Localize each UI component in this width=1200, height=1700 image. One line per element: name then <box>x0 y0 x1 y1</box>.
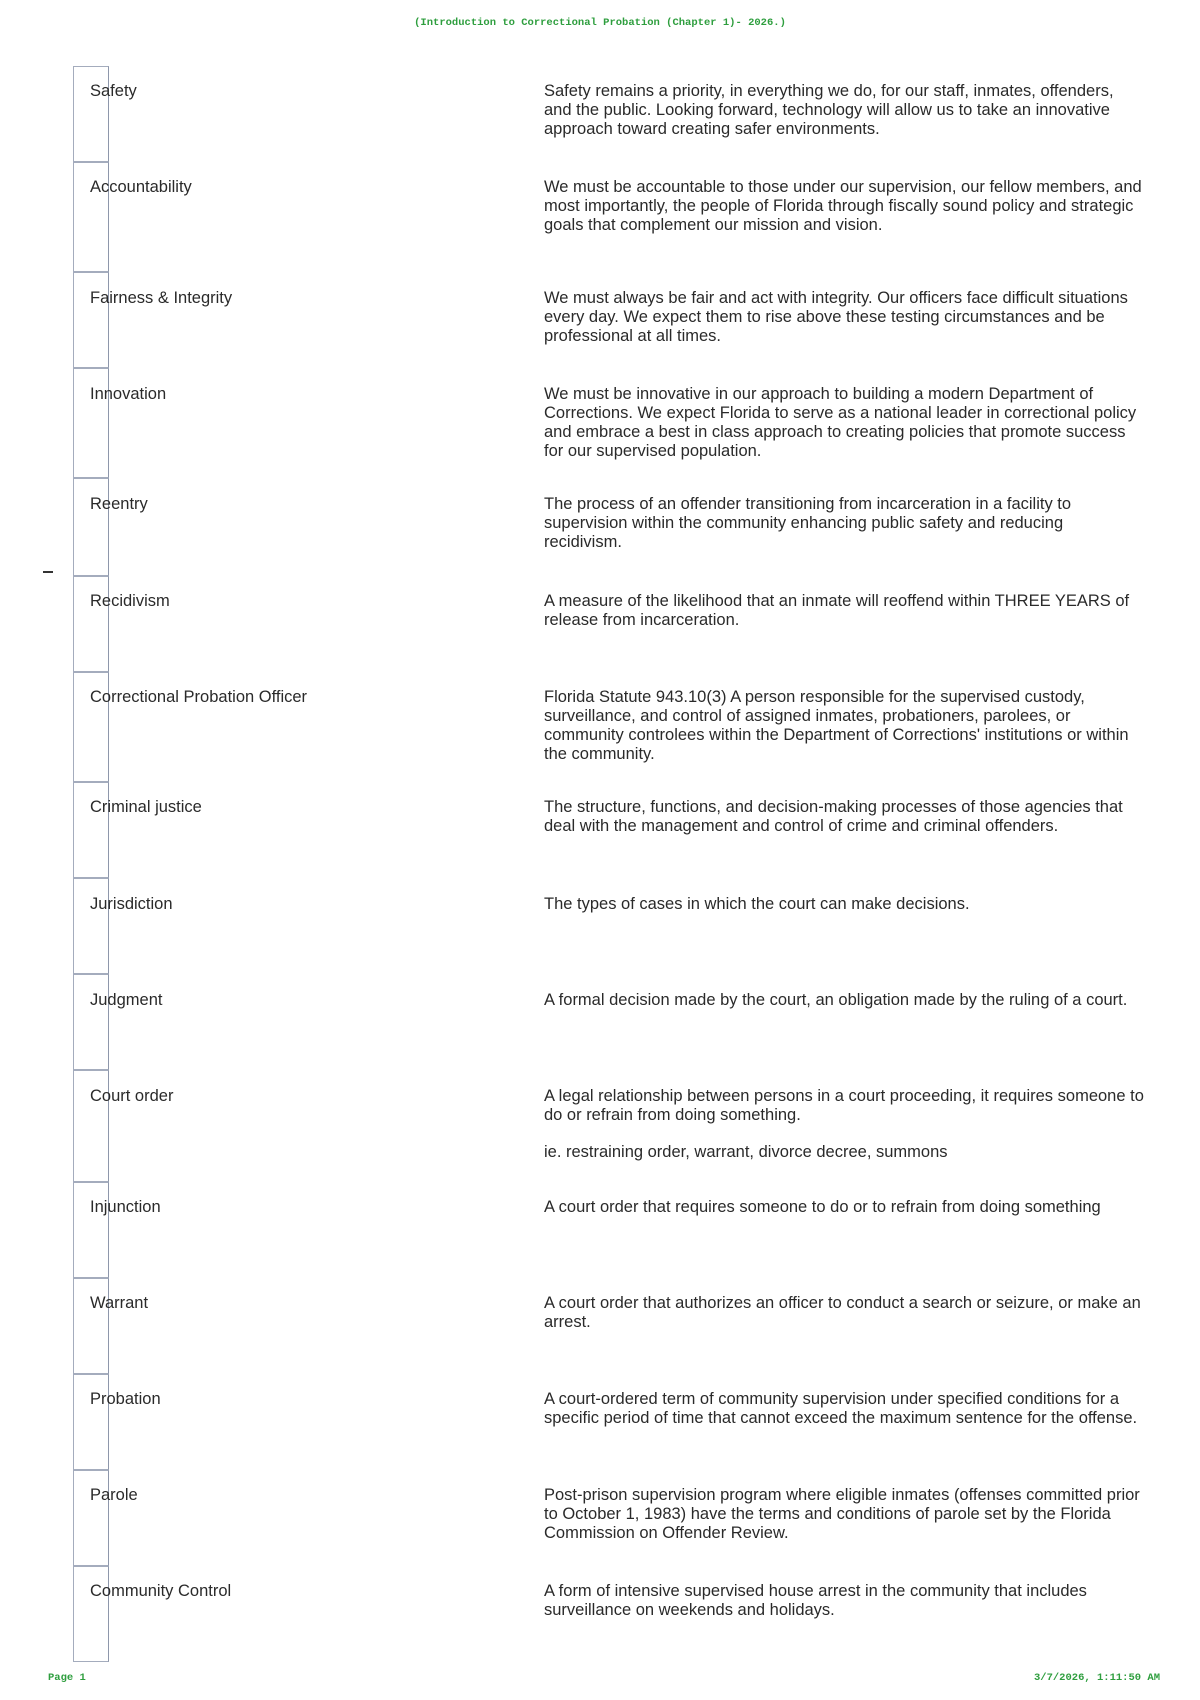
glossary-term: Probation <box>90 1390 161 1408</box>
flashcard[interactable] <box>73 1470 109 1566</box>
page-number: Page 1 <box>48 1672 86 1684</box>
glossary-term: Warrant <box>90 1294 149 1312</box>
glossary-term: Criminal justice <box>90 798 202 816</box>
glossary-definition <box>544 1582 1144 1620</box>
glossary-definition <box>544 1087 1144 1162</box>
glossary-term: Reentry <box>90 495 148 513</box>
definition-text: Post-prison supervision program where eligible inmates (offenses committed prior to October 1, 1983) have the terms and conditions of parole set by the Florida Commission on Offender Review. <box>544 1486 1140 1542</box>
glossary-term: Accountability <box>90 178 192 196</box>
definition-text: The types of cases in which the court can make decisions. <box>544 895 970 913</box>
glossary-term: Safety <box>90 82 137 100</box>
glossary-definition <box>544 798 1144 836</box>
flashcard[interactable] <box>73 1374 109 1470</box>
glossary-term: Injunction <box>90 1198 161 1216</box>
glossary-definition <box>544 1294 1144 1332</box>
glossary-definition <box>544 1486 1144 1543</box>
definition-text: The structure, functions, and decision-making processes of those agencies that deal with the management and control of crime and criminal offenders. <box>544 798 1123 835</box>
glossary-definition <box>544 385 1144 461</box>
glossary-term: Fairness & Integrity <box>90 289 233 307</box>
glossary-definition <box>544 991 1144 1010</box>
definition-text: A measure of the likelihood that an inmate will reoffend within THREE YEARS of release from incarceration. <box>544 592 1130 629</box>
glossary-definition <box>544 82 1144 139</box>
flashcard[interactable] <box>73 1566 109 1662</box>
flashcard[interactable] <box>73 878 109 974</box>
margin-mark <box>43 571 53 573</box>
definition-text: A court-ordered term of community supervision under specified conditions for a specific period of time that cannot exceed the maximum sentence for the offense. <box>544 1390 1138 1427</box>
flashcard[interactable] <box>73 1182 109 1278</box>
page-header: (Introduction to Correctional Probation (Chapter 1)- 2026.) <box>414 17 786 29</box>
glossary-definition <box>544 1390 1144 1428</box>
glossary-term: Judgment <box>90 991 163 1009</box>
glossary-definition <box>544 895 1144 914</box>
definition-text: Safety remains a priority, in everything we do, for our staff, inmates, offenders, and the public. Looking forward, technology will allow us to take an innovative approach toward creating safer environments. <box>544 82 1114 138</box>
glossary-definition <box>544 592 1144 630</box>
definition-text: Florida Statute 943.10(3) A person responsible for the supervised custody, surveillance, and control of assigned inmates, probationers, parolees, or community controlees within the Department of Corrections' institutions or within the community. <box>544 688 1129 763</box>
flashcard[interactable] <box>73 576 109 672</box>
definition-text: A court order that requires someone to do or to refrain from doing something <box>544 1198 1101 1216</box>
definition-text: A court order that authorizes an officer to conduct a search or seizure, or make an arrest. <box>544 1294 1141 1331</box>
definition-text: We must be innovative in our approach to building a modern Department of Corrections. We expect Florida to serve as a national leader in correctional policy and embrace a best in class approach to creating policies that promote success for our supervised population. <box>544 385 1137 460</box>
definition-note: ie. restraining order, warrant, divorce decree, summons <box>544 1143 948 1161</box>
definition-text: A legal relationship between persons in a court proceeding, it requires someone to do or refrain from doing something. <box>544 1087 1144 1124</box>
glossary-definition <box>544 178 1144 235</box>
glossary-term: Jurisdiction <box>90 895 173 913</box>
glossary-term: Correctional Probation Officer <box>90 688 308 706</box>
flashcard[interactable] <box>73 974 109 1070</box>
definition-text: A formal decision made by the court, an obligation made by the ruling of a court. <box>544 991 1128 1009</box>
flashcard[interactable] <box>73 272 109 368</box>
glossary-term: Community Control <box>90 1582 232 1600</box>
glossary-definition <box>544 1198 1144 1217</box>
flashcard[interactable] <box>73 66 109 162</box>
glossary-term: Parole <box>90 1486 138 1504</box>
flashcard[interactable] <box>73 1278 109 1374</box>
glossary-term: Recidivism <box>90 592 170 610</box>
glossary-definition <box>544 688 1144 764</box>
glossary-term: Innovation <box>90 385 167 403</box>
glossary-definition <box>544 289 1144 346</box>
definition-text: We must be accountable to those under our supervision, our fellow members, and most importantly, the people of Florida through fiscally sound policy and strategic goals that complement our mission and vision. <box>544 178 1142 234</box>
glossary-definition <box>544 495 1144 552</box>
print-timestamp: 3/7/2026, 1:11:50 AM <box>1033 1672 1160 1684</box>
definition-text: The process of an offender transitioning from incarceration in a facility to supervision within the community enhancing public safety and reducing recidivism. <box>544 495 1072 551</box>
definition-text: A form of intensive supervised house arrest in the community that includes surveillance on weekends and holidays. <box>544 1582 1087 1619</box>
definition-text: We must always be fair and act with integrity. Our officers face difficult situations every day. We expect them to rise above these testing circumstances and be professional at all times. <box>544 289 1128 345</box>
flashcard[interactable] <box>73 782 109 878</box>
flashcard[interactable] <box>73 478 109 576</box>
glossary-term: Court order <box>90 1087 174 1105</box>
